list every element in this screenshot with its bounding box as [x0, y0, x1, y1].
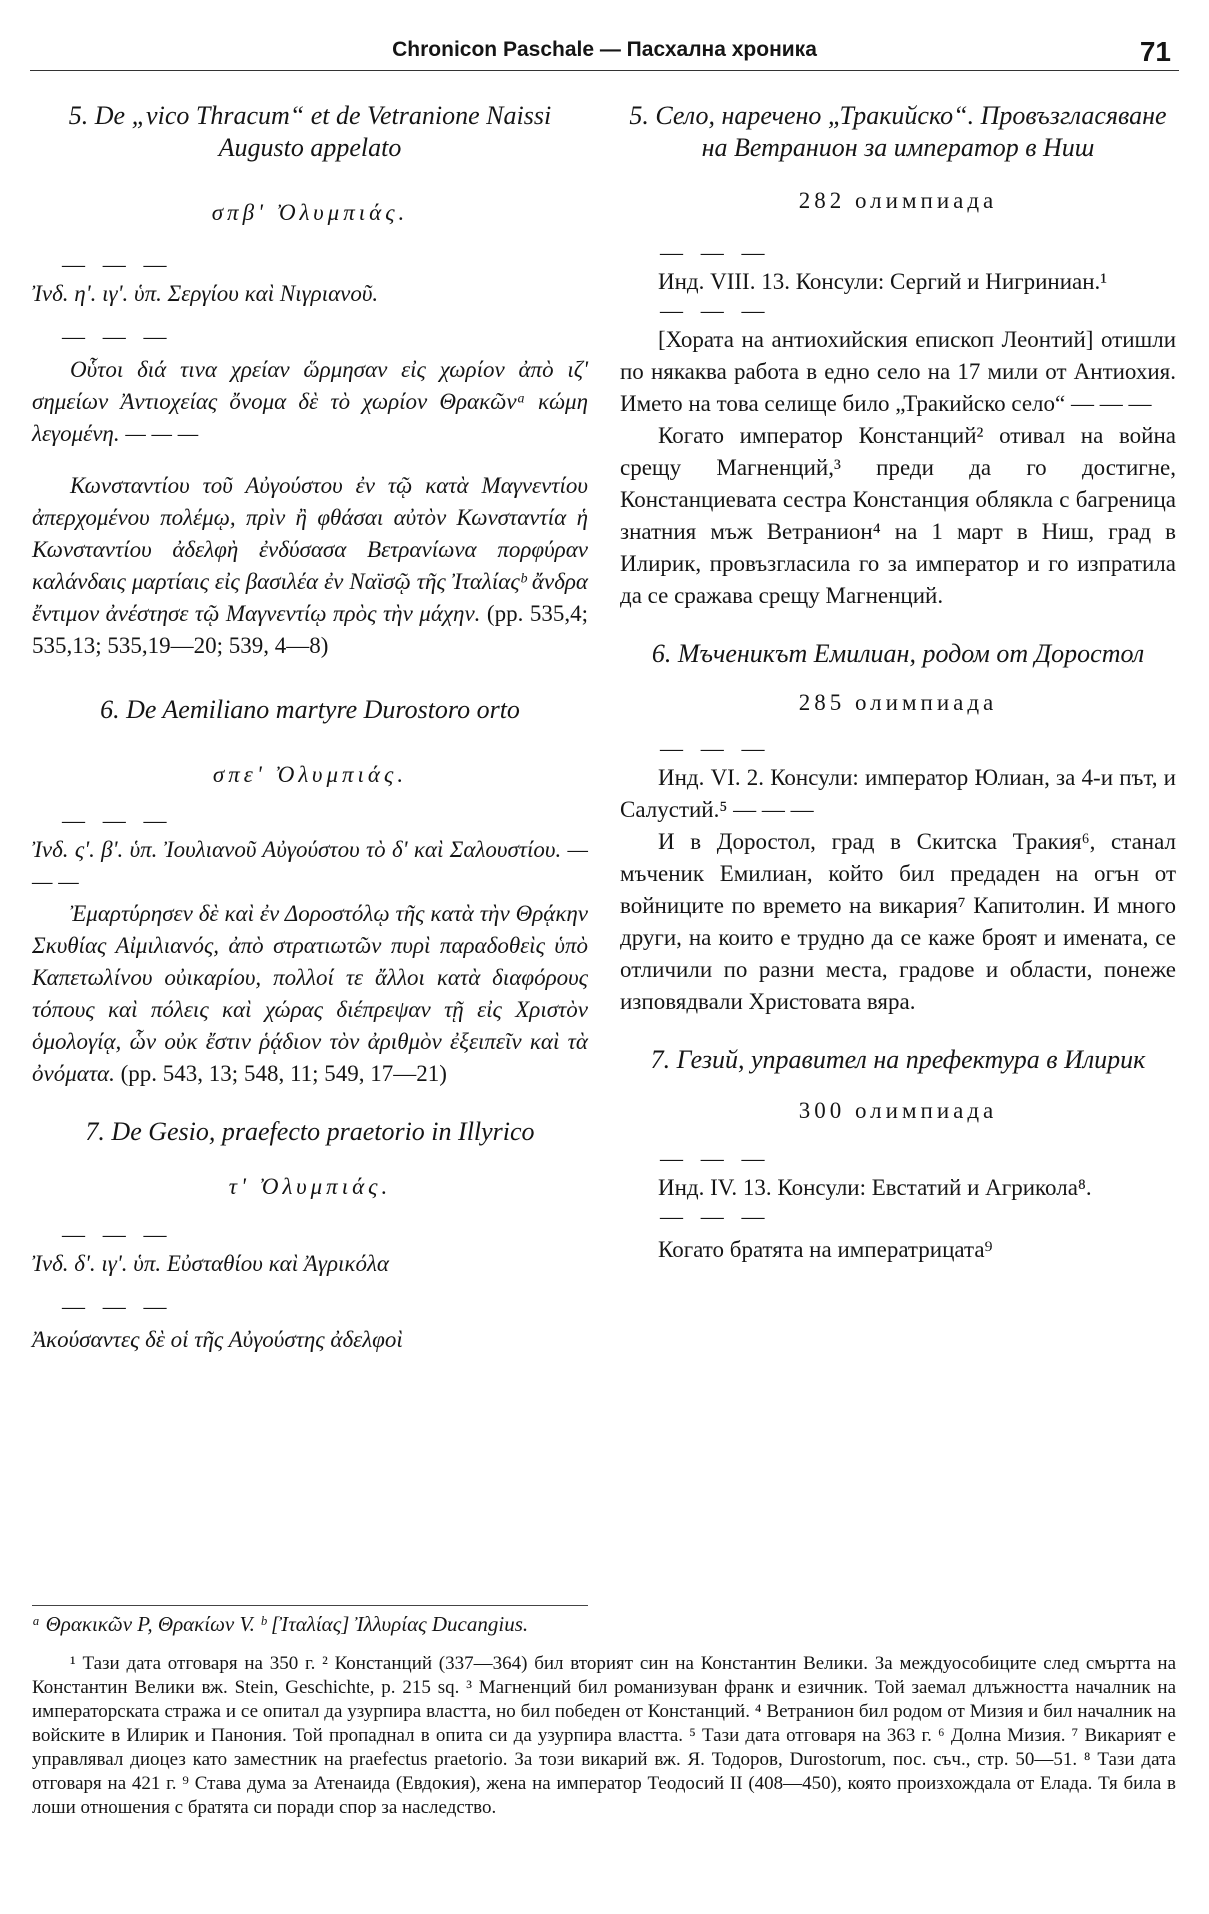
- section-5-dashes-1: — — —: [62, 252, 173, 277]
- critical-apparatus: ᵃ Θρακικῶν P, Θρακίων V. ᵇ [Ἰταλίας] Ἰλλυρίας Ducangius.: [32, 1612, 529, 1636]
- section-5-paragraph-1-bulgarian: [Хората на антиохийския епископ Леонтий] отишли по някаква работа в едно село на 17 мили от Антиохия. Името на това селище било „Тракийско село“ — — —: [620, 327, 1176, 416]
- section-5-consuls-greek: Ἰνδ. η'. ιγ'. ὑπ. Σεργίου καὶ Νιγριανοῦ.: [32, 281, 379, 306]
- section-7-heading-bulgarian: 7. Гезий, управител на префектура в Илирик: [650, 1045, 1146, 1074]
- running-title: Chronicon Paschale — Пасхална хроника: [392, 38, 817, 61]
- section-7-dashes-1-bg: — — —: [660, 1146, 771, 1171]
- left-column: [32, 100, 588, 1356]
- section-6-dashes-1-bg: — — —: [660, 736, 771, 761]
- section-5-consuls-bulgarian: Инд. VIII. 13. Консули: Сергий и Нигриниан.¹: [658, 269, 1108, 294]
- section-7-dashes-2-bg: — — —: [660, 1204, 771, 1229]
- section-5-olympiad-bulgarian: 282 олимпиада: [798, 188, 998, 213]
- section-6-paragraph-1-bulgarian: И в Доростол, град в Скитска Тракия⁶, станал мъченик Емилиан, който бил предаден на огън от войниците по времето на викария⁷ Капитолин. И много други, на които е трудно да се каже броят и имената, се отличили по разни места, градове и области, понеже изповядвали Христовата вяра.: [620, 829, 1176, 1014]
- footnotes: [32, 1652, 1176, 1820]
- section-5-heading-latin: 5. De „vico Thracum“ et de Vetranione Naissi Augusto appelato: [68, 101, 552, 162]
- section-7-olympiad-bulgarian: 300 олимпиада: [798, 1098, 998, 1123]
- section-5-dashes-1-bg: — — —: [660, 240, 771, 265]
- section-7-consuls-bulgarian: Инд. IV. 13. Консули: Евстатий и Агрикола⁸.: [658, 1175, 1092, 1200]
- section-7-paragraph-1-greek: Ἀκούσαντες δὲ οἱ τῆς Αὐγούστης ἀδελφοὶ: [32, 1327, 403, 1352]
- section-5-paragraph-2-ref: (pp. 535,4; 535,13; 535,19—20; 539, 4—8): [32, 601, 588, 658]
- section-6-consuls-greek: Ἰνδ. ς'. β'. ὑπ. Ἰουλιανοῦ Αὐγούστου τὸ δ' καὶ Σαλουστίου. — — —: [32, 837, 588, 894]
- section-6-paragraph-1-ref: (pp. 543, 13; 548, 11; 549, 17—21): [114, 1061, 447, 1086]
- section-7-dashes-1: — — —: [62, 1222, 173, 1247]
- apparatus-divider: [32, 1605, 588, 1606]
- section-5-heading-bulgarian: 5. Село, наречено „Тракийско“. Провъзгласяване на Ветранион за император в Ниш: [629, 101, 1167, 162]
- section-5-paragraph-2-greek: [32, 470, 588, 662]
- section-6-paragraph-1-greek: [32, 898, 588, 1090]
- section-7-consuls-greek: Ἰνδ. δ'. ιγ'. ὑπ. Εὐσταθίου καὶ Ἀγρικόλα: [32, 1251, 389, 1276]
- section-5-paragraph-2-bulgarian: Когато император Констанций² отивал на война срещу Магненций,³ преди да го достигне, Констанциевата сестра Констанция облякла с багреница знатния мъж Ветранион⁴ на 1 март в Ниш, град в Илирик, провъзгласила го за император и го изпратила да се сражава срещу Магненций.: [620, 423, 1176, 608]
- section-6-paragraph-1-text: Ἐμαρτύρησεν δὲ καὶ ἐν Δοροστόλῳ τῆς κατὰ τὴν Θρᾴκην Σκυθίας Αἰμιλιανός, ἀπὸ στρατιωτῶν πυρὶ παραδοθεὶς ὑπὸ Καπετωλίνου οὐικαρίου, πολλοί τε ἄλλοι κατὰ διαφόρους τόπους καὶ πόλεις καὶ χώρας διέπρεψαν τῇ εἰς Χριστὸν ὁμολογίᾳ, ὧν οὐκ ἔστιν ῥᾴδιον τὸν ἀριθμὸν ἐξειπεῖν καὶ τὰ ὀνόματα.: [32, 901, 588, 1086]
- section-5-dashes-2-bg: — — —: [660, 298, 771, 323]
- section-5-olympiad-greek: σπβ' Ὀλυμπιάς.: [211, 200, 409, 225]
- section-6-olympiad-greek: σπε' Ὀλυμπιάς.: [212, 762, 408, 787]
- section-6-dashes-1: — — —: [62, 808, 173, 833]
- section-5-paragraph-2-text: Κωνσταντίου τοῦ Αὐγούστου ἐν τῷ κατὰ Μαγνεντίου ἀπερχομένου πολέμῳ, πρὶν ἢ φθάσαι αὐτὸν Κωνσταντία ἡ Κωνσταντίου ἀδελφὴ ἐνδύσασα Βετρανίωνα πορφύραν καλάνδαις μαρτίαις εἰς βασιλέα ἐν Ναϊσῷ τῆς Ἰταλίαςᵇ ἄνδρα ἔντιμον ἀνέστησε τῷ Μαγνεντίῳ πρὸς τὴν μάχην.: [32, 473, 588, 626]
- section-7-olympiad-greek: τ' Ὀλυμπιάς.: [228, 1174, 392, 1199]
- running-head: [30, 34, 1179, 71]
- section-5-dashes-2: — — —: [62, 324, 173, 349]
- section-7-heading-latin: 7. De Gesio, praefecto praetorio in Illyrico: [85, 1117, 535, 1146]
- section-6-olympiad-bulgarian: 285 олимпиада: [798, 690, 998, 715]
- section-5-paragraph-1-greek: Οὗτοι διά τινα χρείαν ὥρμησαν εἰς χωρίον ἀπὸ ιζ' σημείων Ἀντιοχείας ὄνομα δὲ τὸ χωρίον Θρακῶνᵃ κώμη λεγομένη. — — —: [32, 357, 588, 446]
- section-7-paragraph-1-bulgarian: Когато братята на императрицата⁹: [658, 1237, 993, 1262]
- right-column: [620, 100, 1176, 1266]
- section-6-consuls-bulgarian: Инд. VI. 2. Консули: император Юлиан, за 4-и път, и Салустий.⁵ — — —: [620, 765, 1176, 822]
- section-6-heading-bulgarian: 6. Мъченикът Емилиан, родом от Доростол: [651, 639, 1145, 668]
- page-number: 71: [1139, 36, 1171, 67]
- footnotes-text: ¹ Тази дата отговаря на 350 г. ² Констанций (337—364) бил вторият син на Константин Велики. За междуособиците след смъртта на Константин Велики вж. Stein, Geschichte, p. 215 sq. ³ Магненций бил романизуван франк и езичник. Той заемал длъжността началник на императорската стража и се опитал да узурпира властта, но бил победен от Констанций. ⁴ Ветранион бил родом от Мизия и бил началник на войските в Илирик и Панония. Той пропаднал в опита си да узурпира властта. ⁵ Тази дата отговаря на 363 г. ⁶ Долна Мизия. ⁷ Викарият е управлявал диоцез като заместник на praefectus praetorio. За този викарий вж. Я. Тодоров, Durostorum, пос. съч., стр. 50—51. ⁸ Тази дата отговаря на 421 г. ⁹ Става дума за Атенаида (Евдокия), жена на император Теодосий II (408—450), която произхождала от Елада. Тя била в лоши отношения с братята си поради спор за наследство.: [32, 1653, 1176, 1818]
- section-6-heading-latin: 6. De Aemiliano martyre Durostoro orto: [100, 695, 520, 724]
- section-7-dashes-2: — — —: [62, 1294, 173, 1319]
